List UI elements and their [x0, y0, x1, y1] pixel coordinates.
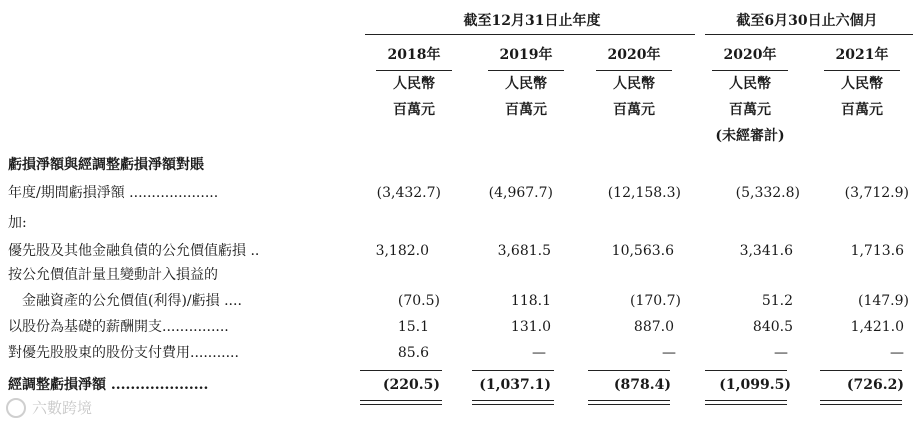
row-value-2018: (70.5) — [397, 293, 440, 309]
row-value-2021-interim: 1,421.0 — [850, 319, 904, 335]
row-value-2020: 10,563.6 — [611, 243, 674, 259]
row-label: 加: — [8, 215, 27, 231]
row-value-2018: 3,182.0 — [375, 243, 429, 259]
row-value-2018: 85.6 — [397, 345, 429, 361]
subtotal-rule-2019 — [472, 370, 554, 371]
table-row — [0, 262, 920, 288]
table-row — [0, 238, 920, 264]
column-year: 2019年 — [488, 42, 564, 71]
section-title: 虧損淨額與經調整虧損淨額對賬 — [8, 157, 204, 173]
column-unit: 百萬元 — [613, 102, 655, 118]
subtotal-rule-2018 — [360, 370, 442, 371]
total-value-2021-interim: (726.2) — [846, 377, 904, 393]
row-value-2021-interim: (147.9) — [857, 293, 909, 309]
row-value-2019: — — [532, 345, 546, 361]
row-value-2019: 131.0 — [510, 319, 551, 335]
row-label: 按公允價值計量且變動計入損益的 — [8, 267, 218, 283]
total-double-rule-2021-interim — [820, 400, 902, 401]
subtotal-rule-2020-interim — [705, 370, 787, 371]
column-unit: 百萬元 — [505, 102, 547, 118]
row-value-2019: 3,681.5 — [497, 243, 551, 259]
total-row — [0, 372, 920, 398]
row-value-2020-interim: 3,341.6 — [739, 243, 793, 259]
table-row — [0, 288, 920, 314]
column-year: 2021年 — [824, 42, 900, 71]
table-row — [0, 314, 920, 340]
column-header-2019 — [478, 42, 574, 123]
row-value-2021-interim: — — [890, 345, 904, 361]
watermark-logo-icon — [6, 398, 26, 418]
column-year: 2018年 — [376, 42, 452, 71]
row-value-2019: 118.1 — [510, 293, 551, 309]
row-value-2020-interim: — — [774, 345, 788, 361]
row-value-2021-interim: 1,713.6 — [850, 243, 904, 259]
row-value-2021-interim: (3,712.9) — [844, 185, 909, 201]
row-value-2020: — — [662, 345, 676, 361]
total-double-rule-2018 — [360, 400, 442, 401]
row-value-2020: 887.0 — [633, 319, 674, 335]
column-header-2018 — [366, 42, 462, 123]
total-double-rule-2020-interim — [705, 404, 787, 405]
column-currency: 人民幣 — [613, 76, 655, 92]
row-value-2018: 15.1 — [397, 319, 429, 335]
total-double-rule-2021-interim — [820, 404, 902, 405]
column-note: (未經審計) — [715, 128, 785, 144]
table-row — [0, 340, 920, 366]
column-currency: 人民幣 — [841, 76, 883, 92]
interim-group-rule — [705, 34, 913, 35]
column-unit: 百萬元 — [729, 102, 771, 118]
column-year: 2020年 — [596, 42, 672, 71]
total-double-rule-2018 — [360, 404, 442, 405]
column-currency: 人民幣 — [393, 76, 435, 92]
total-double-rule-2020 — [588, 404, 670, 405]
column-year: 2020年 — [712, 42, 788, 71]
subtotal-rule-2020 — [588, 370, 670, 371]
row-label: 年度/期間虧損淨額 .................... — [8, 185, 219, 201]
total-value-2019: (1,037.1) — [479, 377, 551, 393]
column-header-2020-interim — [702, 42, 798, 149]
row-value-2020-interim: 51.2 — [761, 293, 793, 309]
total-double-rule-2019 — [472, 400, 554, 401]
column-currency: 人民幣 — [729, 76, 771, 92]
row-label: 金融資產的公允價值(利得)/虧損 .... — [22, 293, 242, 309]
total-double-rule-2019 — [472, 404, 554, 405]
annual-group-header: 截至12月31日止年度 — [463, 13, 601, 29]
total-value-2018: (220.5) — [382, 377, 440, 393]
row-label: 對優先股股東的股份支付費用........... — [8, 345, 239, 361]
total-double-rule-2020-interim — [705, 400, 787, 401]
total-double-rule-2020 — [588, 400, 670, 401]
interim-group-header: 截至6月30日止六個月 — [736, 13, 878, 29]
section-title-row — [0, 152, 920, 178]
table-row — [0, 180, 920, 206]
total-value-2020-interim: (1,099.5) — [719, 377, 791, 393]
total-row-label: 經調整虧損淨額 .................... — [8, 377, 209, 393]
row-value-2020: (170.7) — [629, 293, 681, 309]
column-unit: 百萬元 — [393, 102, 435, 118]
row-label: 以股份為基礎的薪酬開支............... — [8, 319, 229, 335]
row-label: 優先股及其他金融負債的公允價值虧損 .. — [8, 243, 260, 259]
total-value-2020: (878.4) — [613, 377, 671, 393]
annual-group-rule — [365, 34, 695, 35]
row-value-2019: (4,967.7) — [488, 185, 553, 201]
column-currency: 人民幣 — [505, 76, 547, 92]
row-value-2018: (3,432.7) — [376, 185, 441, 201]
column-header-2021-interim — [814, 42, 910, 123]
column-unit: 百萬元 — [841, 102, 883, 118]
row-value-2020-interim: (5,332.8) — [735, 185, 800, 201]
watermark-text: 六數跨境 — [32, 399, 93, 417]
subtotal-rule-2021-interim — [820, 370, 902, 371]
watermark — [6, 397, 92, 418]
row-value-2020-interim: 840.5 — [752, 319, 793, 335]
row-value-2020: (12,158.3) — [607, 185, 681, 201]
table-row — [0, 210, 920, 236]
column-header-2020 — [586, 42, 682, 123]
